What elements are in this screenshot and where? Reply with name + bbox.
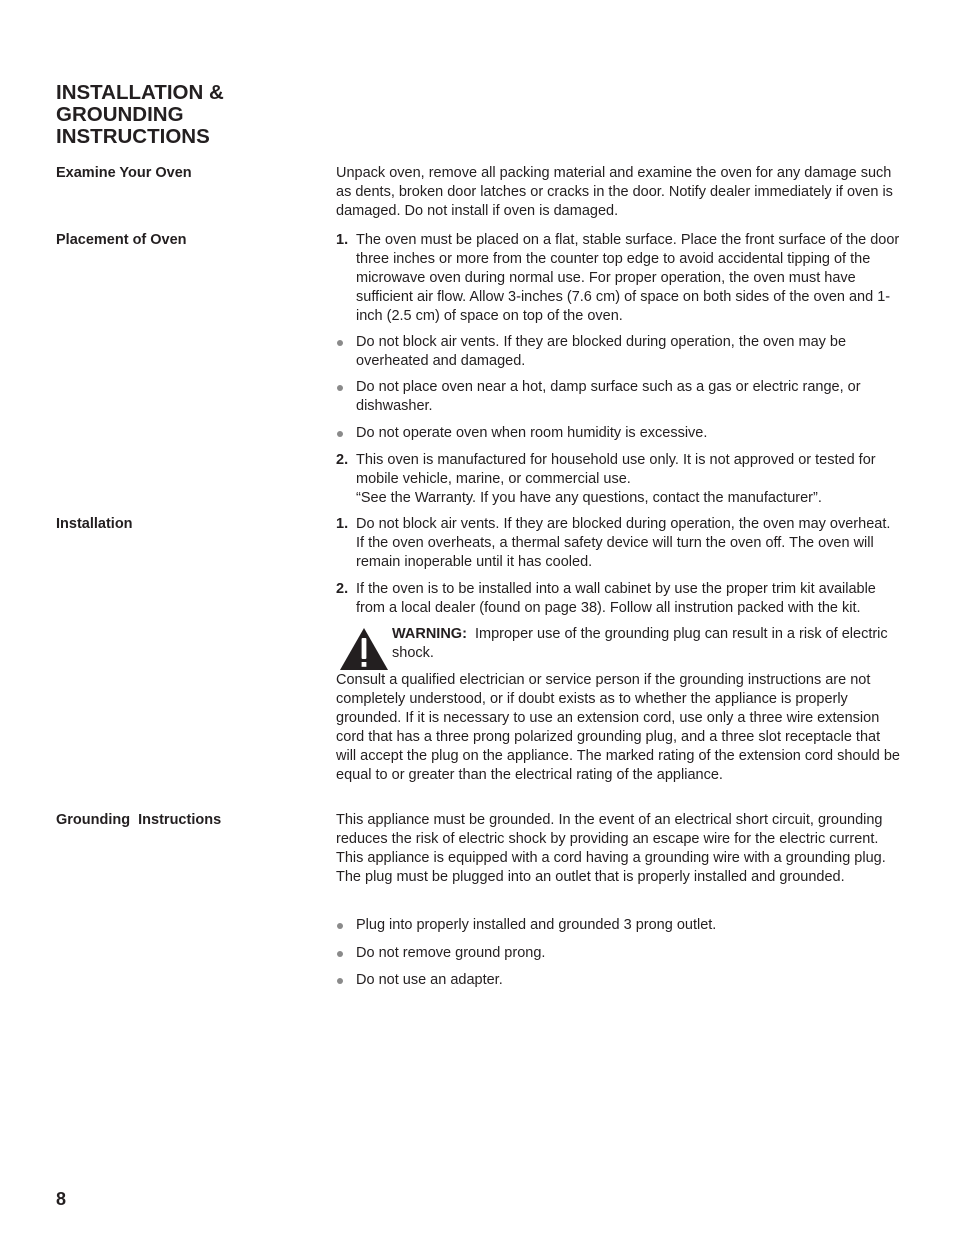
list-number: 2. [336, 452, 349, 468]
bullet-dot-icon [337, 340, 343, 346]
grounding-bullet-3 [336, 971, 902, 990]
list-item-text: Do not place oven near a hot, damp surface such as a gas or electric range, or dishwasher. [356, 379, 861, 414]
warning-triangle-icon [339, 627, 389, 671]
bullet-dot-icon [337, 978, 343, 984]
list-item-text: This oven is manufactured for household use only. It is not approved or tested for mobile vehicle, marine, or commercial use. [356, 452, 876, 487]
list-item-text: Do not operate oven when room humidity is excessive. [356, 425, 708, 441]
bullet-dot-icon [337, 923, 343, 929]
list-item-text: Do not use an adapter. [356, 972, 503, 988]
bullet-dot-icon [337, 431, 343, 437]
section-label-placement: Placement of Oven [56, 232, 187, 248]
page-title: INSTALLATION & GROUNDING INSTRUCTIONS [56, 81, 224, 148]
section-label-examine: Examine Your Oven [56, 165, 192, 181]
grounding-bullet-2 [336, 944, 902, 963]
warning-label: WARNING: [392, 626, 467, 642]
list-number: 1. [336, 516, 349, 532]
list-item-text: Plug into properly installed and grounded 3 prong outlet. [356, 917, 717, 933]
placement-bullet-3 [336, 424, 902, 443]
section-label-installation: Installation [56, 516, 133, 532]
warranty-note: “See the Warranty. If you have any questions, contact the manufacturer”. [356, 490, 822, 506]
examine-paragraph: Unpack oven, remove all packing material and examine the oven for any damage such as dents, broken door latches or cracks in the door. Notify dealer immediately if oven is damaged. Do not install if oven is damaged. [336, 165, 893, 219]
placement-bullet-1 [336, 333, 902, 371]
list-item-text: Do not remove ground prong. [356, 945, 546, 961]
consult-paragraph: Consult a qualified electrician or service person if the grounding instructions are not completely understood, or if doubt exists as to whether the appliance is properly grounded. If it is necessary to use an extension cord, use only a three wire extension cord that has a three prong polarized grounding plug, and a three slot receptacle that will accept the plug on the appliance. The marked rating of the extension cord should be equal to or greater than the electrical rating of the appliance. [336, 672, 900, 783]
list-item-text: If the oven is to be installed into a wall cabinet by use the proper trim kit available from a local dealer (found on page 38). Follow all instrution packed with the kit. [356, 581, 876, 616]
section-label-grounding: Grounding Instructions [56, 812, 222, 828]
installation-item-2 [336, 580, 902, 618]
bullet-dot-icon [337, 385, 343, 391]
placement-item-2 [336, 451, 902, 508]
grounding-bullet-1 [336, 916, 902, 935]
warning-text-block [392, 625, 892, 663]
placement-bullet-2 [336, 378, 902, 416]
list-item-text: Do not block air vents. If they are blocked during operation, the oven may be overheated and damaged. [356, 334, 847, 369]
placement-item-1 [336, 231, 902, 326]
list-item-text: The oven must be placed on a flat, stable surface. Place the front surface of the door three inches or more from the counter top edge to avoid accidental tipping of the microwave oven during normal use. For proper operation, the oven must have sufficient air flow. Allow 3-inches (7.6 cm) of space on both sides of the oven and 1-inch (2.5 cm) of space on top of the oven. [356, 232, 900, 324]
installation-item-1 [336, 515, 902, 572]
list-item-text: Do not block air vents. If they are blocked during operation, the oven may overheat. If the oven overheats, a thermal safety device will turn the oven off. The oven will remain inoperable until it has cooled. [356, 516, 891, 570]
grounding-paragraph: This appliance must be grounded. In the event of an electrical short circuit, grounding reduces the risk of electric shock by providing an escape wire for the electric current. This appliance is equipped with a cord having a grounding wire with a grounding plug. The plug must be plugged into an outlet that is properly installed and grounded. [336, 812, 886, 885]
bullet-dot-icon [337, 951, 343, 957]
list-number: 1. [336, 232, 349, 248]
warning-message: Improper use of the grounding plug can result in a risk of electric shock. [392, 626, 888, 661]
list-number: 2. [336, 581, 349, 597]
page-number: 8 [56, 1189, 67, 1209]
